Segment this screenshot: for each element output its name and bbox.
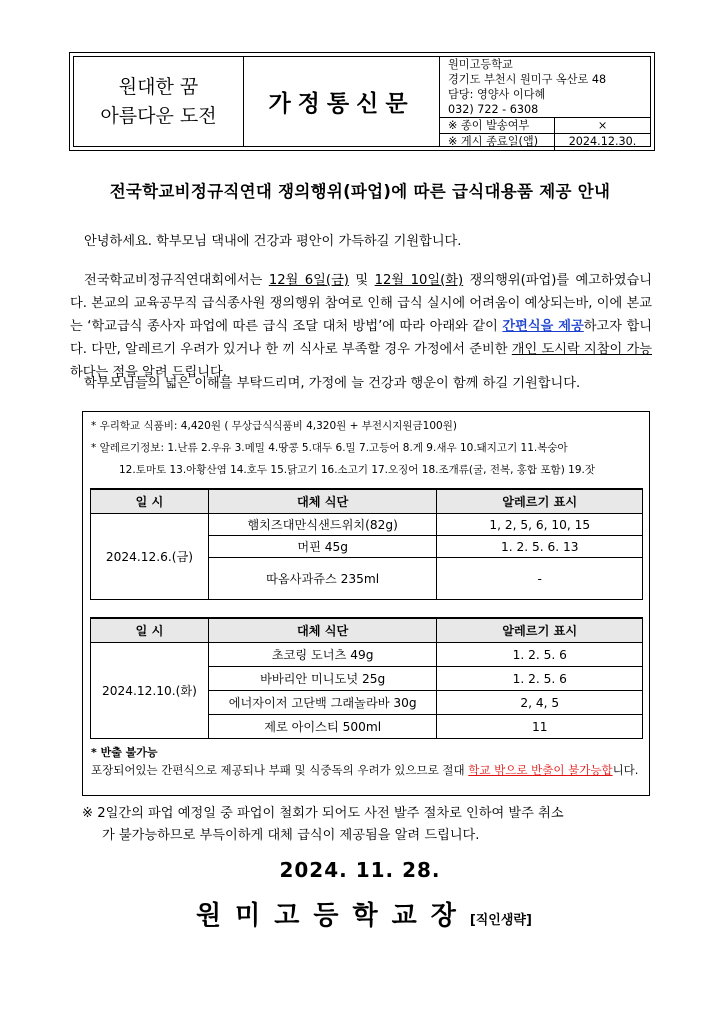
allergy-code: 1. 2. 5. 6: [437, 643, 643, 667]
body-text-5: 하다는 점을 알려 드립니다.: [70, 365, 227, 380]
posting-row: [440, 133, 650, 150]
paper-row: [440, 117, 650, 134]
table-row: [91, 643, 643, 667]
posting-label: ※ 게시 종료일(앱): [440, 134, 555, 150]
principal-title: 원미고등학교장: [196, 901, 470, 931]
menu-item: 머핀 45g: [208, 536, 437, 558]
header-date: 일 시: [91, 489, 209, 514]
menu-item: 제로 아이스티 500ml: [208, 715, 437, 739]
school-motto: [74, 57, 244, 146]
contact-phone: 032) 722 - 6308: [448, 103, 539, 116]
allergy-code: 1, 2, 5, 6, 10, 15: [437, 514, 643, 536]
strike-date-2: 12월 10일(화): [374, 273, 464, 288]
allergy-code: 11: [437, 715, 643, 739]
document-title: 가정통신문: [244, 57, 440, 146]
signature: [196, 895, 532, 932]
simple-meal-highlight: 간편식을 제공: [502, 319, 584, 334]
allergy-code: 2, 4, 5: [437, 691, 643, 715]
school-name: 원미고등학교: [448, 58, 513, 71]
allergy-code: 1. 2. 5. 6. 13: [437, 536, 643, 558]
allergy-info-line-1: * 알레르기정보: 1.난류 2.우유 3.메밀 4.땅콩 5.대두 6.밀 7.고등어 8.게 9.새우 10.돼지고기 11.복숭아: [91, 442, 568, 454]
cancellation-line-1: ※ 2일간의 파업 예정일 중 파업이 철회가 되어도 사전 발주 절차로 인하여 발주 취소: [82, 806, 564, 821]
meal-notice-box: [82, 411, 650, 796]
day1-date: 2024.12.6.(금): [91, 514, 209, 600]
motto-line-2: 아름다운 도전: [100, 104, 217, 127]
menu-item: 햄치즈대만식샌드위치(82g): [208, 514, 437, 536]
allergy-code: 1. 2. 5. 6: [437, 667, 643, 691]
cancellation-line-2: 가 불가능하므로 부득이하게 대체 급식이 제공됨을 알려 드립니다.: [102, 828, 480, 843]
body-paragraph: [70, 269, 652, 384]
takeout-text: 포장되어있는 간편식으로 제공되나 부패 및 식중독의 우려가 있으므로 절대: [91, 763, 469, 777]
menu-item: 초코링 도너츠 49g: [208, 643, 437, 667]
paper-label: ※ 종이 발송여부: [440, 118, 555, 134]
lunchbox-allowed: 개인 도시락 지참이 가능: [511, 342, 652, 357]
closing-paragraph: 학부모님들의 넓은 이해를 부탁드리며, 가정에 늘 건강과 행운이 함께 하길 기원합니다.: [84, 376, 581, 391]
strike-date-1: 12월 6일(금): [268, 273, 349, 288]
takeout-warning: [91, 762, 643, 779]
header-allergy: 알레르기 표시: [437, 618, 643, 643]
menu-item: 바바리안 미니도넛 25g: [208, 667, 437, 691]
menu-item: 따옴사과쥬스 235ml: [208, 558, 437, 600]
school-address: 경기도 부천시 원미구 옥산로 48: [448, 73, 607, 86]
body-text-3: 쟁의행위(파업)를 예고하였습니다. 본교의 교육공무직 급식종사원 쟁의행위 참여로 인해 급식 실시에 어려움이 예상되는바, 이에 본교는 ‘학교급식 종사자 파업에 따른 급식 조달 대처 방법’에 따라 아래와 같이: [70, 273, 652, 334]
table-header-row: [91, 489, 643, 514]
header-date: 일 시: [91, 618, 209, 643]
body-text-4: 하고자 합니다. 다만, 알레르기 우려가 있거나 한 끼 식사로 부족할 경우 가정에서 준비한: [70, 319, 653, 357]
allergy-info-line-2: 12.토마토 13.아황산염 14.호두 15.닭고기 16.소고기 17.오징어 18.조개류(굴, 전복, 홍합 포함) 19.잣: [119, 464, 595, 476]
meal-cost-note: * 우리학교 식품비: 4,420원 ( 무상급식식품비 4,320원 + 부전시지원금100원): [91, 420, 457, 432]
menu-table-day1: [90, 488, 643, 600]
takeout-warning-highlight: 학교 밖으로 반출이 불가능합: [468, 763, 613, 777]
cancellation-note: [82, 803, 657, 847]
day2-date: 2024.12.10.(화): [91, 643, 209, 739]
body-text-2: 및: [348, 273, 375, 288]
menu-table-day2: [90, 617, 643, 739]
header-menu: 대체 식단: [208, 618, 437, 643]
table-header-row: [91, 618, 643, 643]
header-inner: [73, 56, 651, 147]
header-box: [69, 52, 655, 151]
headline: 전국학교비정규직연대 쟁의행위(파업)에 따른 급식대용품 제공 안내: [109, 182, 611, 201]
table-row: [91, 514, 643, 536]
seal-omitted: [직인생략]: [469, 913, 532, 928]
greeting: 안녕하세요. 학부모님 댁내에 건강과 평안이 가득하길 기원합니다.: [84, 234, 462, 249]
allergy-code: -: [437, 558, 643, 600]
motto-line-1: 원대한 꿈: [118, 75, 199, 98]
body-text-1: 전국학교비정규직연대회에서는: [84, 273, 269, 288]
contact-person: 담당: 영양사 이다혜: [448, 88, 546, 101]
issue-date: 2024. 11. 28.: [279, 858, 441, 882]
takeout-end: 니다.: [612, 763, 639, 777]
paper-value: ×: [597, 119, 608, 132]
takeout-title: * 반출 불가능: [91, 746, 158, 759]
school-info: [440, 57, 650, 146]
header-menu: 대체 식단: [208, 489, 437, 514]
menu-item: 에너자이저 고단백 그래놀라바 30g: [208, 691, 437, 715]
header-allergy: 알레르기 표시: [437, 489, 643, 514]
posting-value: 2024.12.30.: [568, 135, 637, 148]
